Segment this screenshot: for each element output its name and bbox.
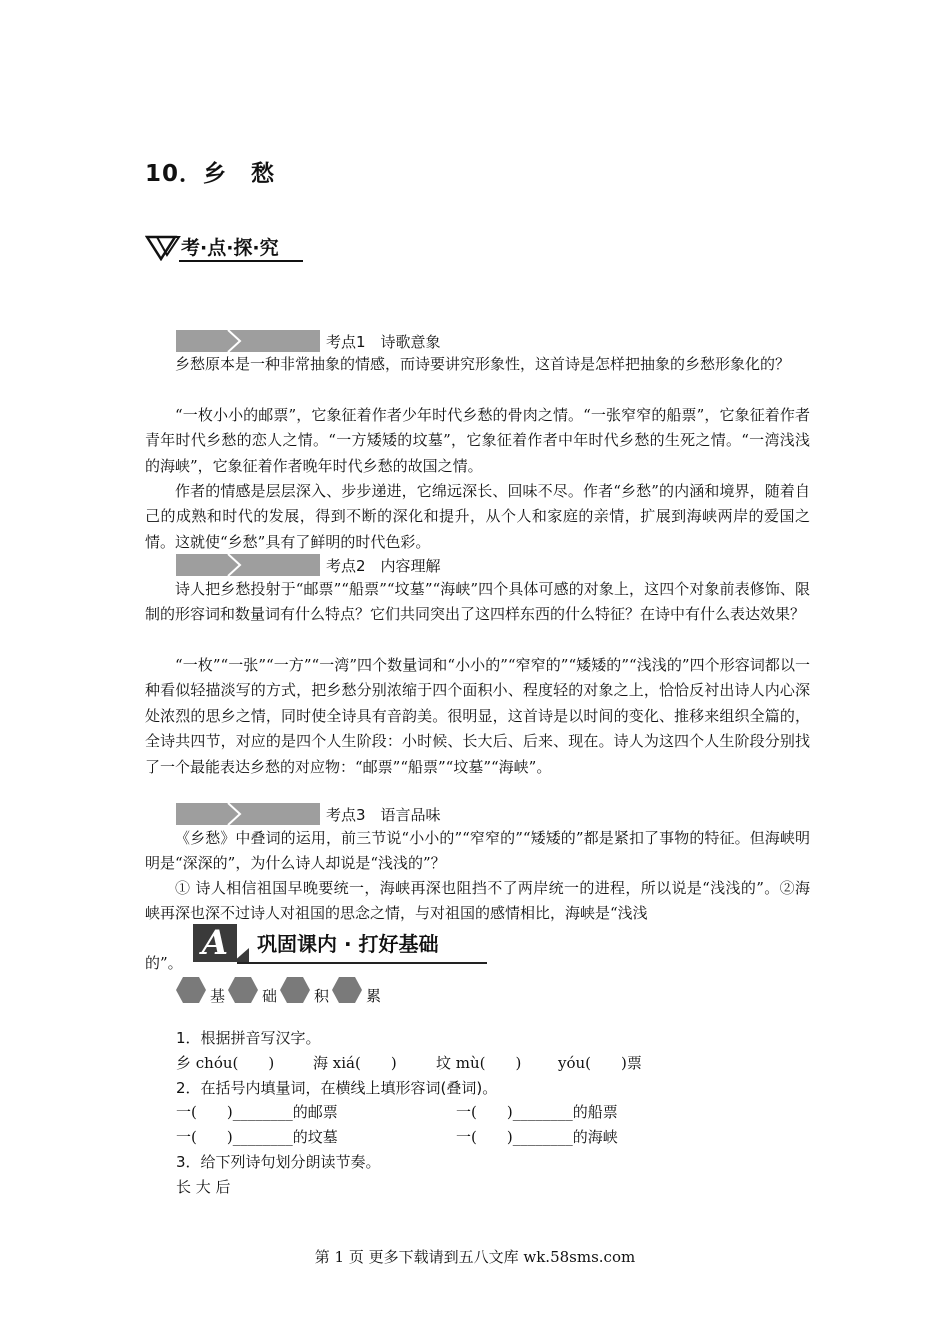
section-a-banner — [193, 922, 493, 966]
section-header-text: 考·点·探·究 — [181, 237, 279, 259]
paragraph: “一枚”“一张”“一方”“一湾”四个数量词和“小小的”“窄窄的”“矮矮的”“浅浅的”四个形容词都以一种看似轻描淡写的方式，把乡愁分别浓缩于四个面积小、程度轻的对象之上，恰恰反衬出诗人内心深处浓烈的思乡之情，同时使全诗具有音韵美。很明显，这首诗是以时间的变化、推移来组织全篇的，全诗共四节，对应的是四个人生阶段：小时候、长大后、后来、现在。诗人为这四个人生阶段分别找了一个最能表达乡愁的对应物：“邮票”“船票”“坟墓”“海峡”。 — [145, 656, 810, 776]
paragraph: 诗人把乡愁投射于“邮票”“船票”“坟墓”“海峡”四个具体可感的对象上，这四个对象前表修饰、限制的形容词和数量词有什么特点？它们共同突出了这四样东西的什么特征？在诗中有什么表达效果？ — [145, 580, 810, 624]
hexagon-icon — [176, 977, 206, 1003]
paragraph-tail: 的”。 — [145, 954, 183, 972]
header-underline — [179, 260, 303, 262]
jichu-char: 基 — [210, 987, 226, 1005]
chevron-right-icon — [226, 330, 246, 352]
kaodian-3-header — [176, 803, 441, 825]
chevron-right-icon — [226, 803, 246, 825]
chevron-right-icon — [226, 554, 246, 576]
q1-item: 海 xiá( ) — [313, 1054, 397, 1072]
paragraph: 作者的情感是层层深入、步步递进，它绵远深长、回味不尽。作者“乡愁”的内涵和境界，随着自己的成熟和时代的发展，得到不断的深化和提升，从个人和家庭的亲情，扩展到海峡两岸的爱国之情。这就使“乡愁”具有了鲜明的时代色彩。 — [145, 482, 810, 551]
kaodian-label: 考点1 诗歌意象 — [326, 332, 441, 351]
jichu-jilei-header — [176, 977, 396, 1007]
jichu-char: 础 — [262, 987, 278, 1005]
section-a-title: 巩固课内 · 打好基础 — [257, 932, 439, 956]
jichu-char: 积 — [314, 987, 330, 1005]
kaodian-1-header — [176, 330, 441, 352]
kaodian-label: 考点3 语言品味 — [326, 805, 441, 824]
kaodian-label: 考点2 内容理解 — [326, 556, 441, 575]
jichu-char: 累 — [366, 987, 382, 1005]
paragraph: ① 诗人相信祖国早晚要统一，海峡再深也阻挡不了两岸统一的进程，所以说是“浅浅的”。②海峡再深也深不过诗人对祖国的思念之情，与对祖国的感情相比，海峡是“浅浅 — [145, 879, 810, 923]
q2-item: 一( )________的邮票 — [176, 1103, 338, 1121]
kaodian-bar — [176, 554, 320, 576]
kaodian-bar — [176, 803, 320, 825]
section-header-kaodian-tanjiu — [145, 233, 305, 263]
page-title: 10．乡 愁 — [145, 161, 276, 187]
question-3: 3．给下列诗句划分朗读节奏。 — [176, 1153, 381, 1171]
triangle-pointer-icon — [233, 948, 249, 962]
q1-item: 乡 chóu( ) — [176, 1054, 275, 1072]
hexagon-icon — [332, 977, 362, 1003]
hexagon-icon — [280, 977, 310, 1003]
q1-item: yóu( )票 — [558, 1054, 642, 1072]
question-2: 2．在括号内填量词，在横线上填形容词(叠词)。 — [176, 1079, 498, 1097]
hexagon-icon — [228, 977, 258, 1003]
kaodian-bar — [176, 330, 320, 352]
paragraph: 《乡愁》中叠词的运用，前三节说“小小的”“窄窄的”“矮矮的”都是紧扣了事物的特征。但海峡明明是“深深的”，为什么诗人却说是“浅浅的”？ — [145, 829, 810, 873]
page-footer: 第 1 页 更多下载请到五八文库 wk.58sms.com — [314, 1248, 636, 1266]
q2-item: 一( )________的海峡 — [456, 1128, 618, 1146]
triangle-logo-icon — [145, 233, 181, 261]
section-letter-badge: A — [193, 924, 237, 962]
kaodian-2-header — [176, 554, 441, 576]
q2-item: 一( )________的坟墓 — [176, 1128, 338, 1146]
question-1: 1．根据拼音写汉字。 — [176, 1029, 321, 1047]
paragraph: 乡愁原本是一种非常抽象的情感，而诗要讲究形象性，这首诗是怎样把抽象的乡愁形象化的？ — [175, 355, 791, 373]
q1-item: 坟 mù( ) — [436, 1054, 522, 1072]
q3-line: 长 大 后 — [176, 1178, 231, 1196]
q2-item: 一( )________的船票 — [456, 1103, 618, 1121]
paragraph: “一枚小小的邮票”，它象征着作者少年时代乡愁的骨肉之情。“一张窄窄的船票”，它象征着作者青年时代乡愁的恋人之情。“一方矮矮的坟墓”，它象征着作者中年时代乡愁的生死之情。“一湾浅浅的海峡”，它象征着作者晚年时代乡愁的故国之情。 — [145, 406, 810, 475]
section-a-underline — [237, 962, 487, 964]
